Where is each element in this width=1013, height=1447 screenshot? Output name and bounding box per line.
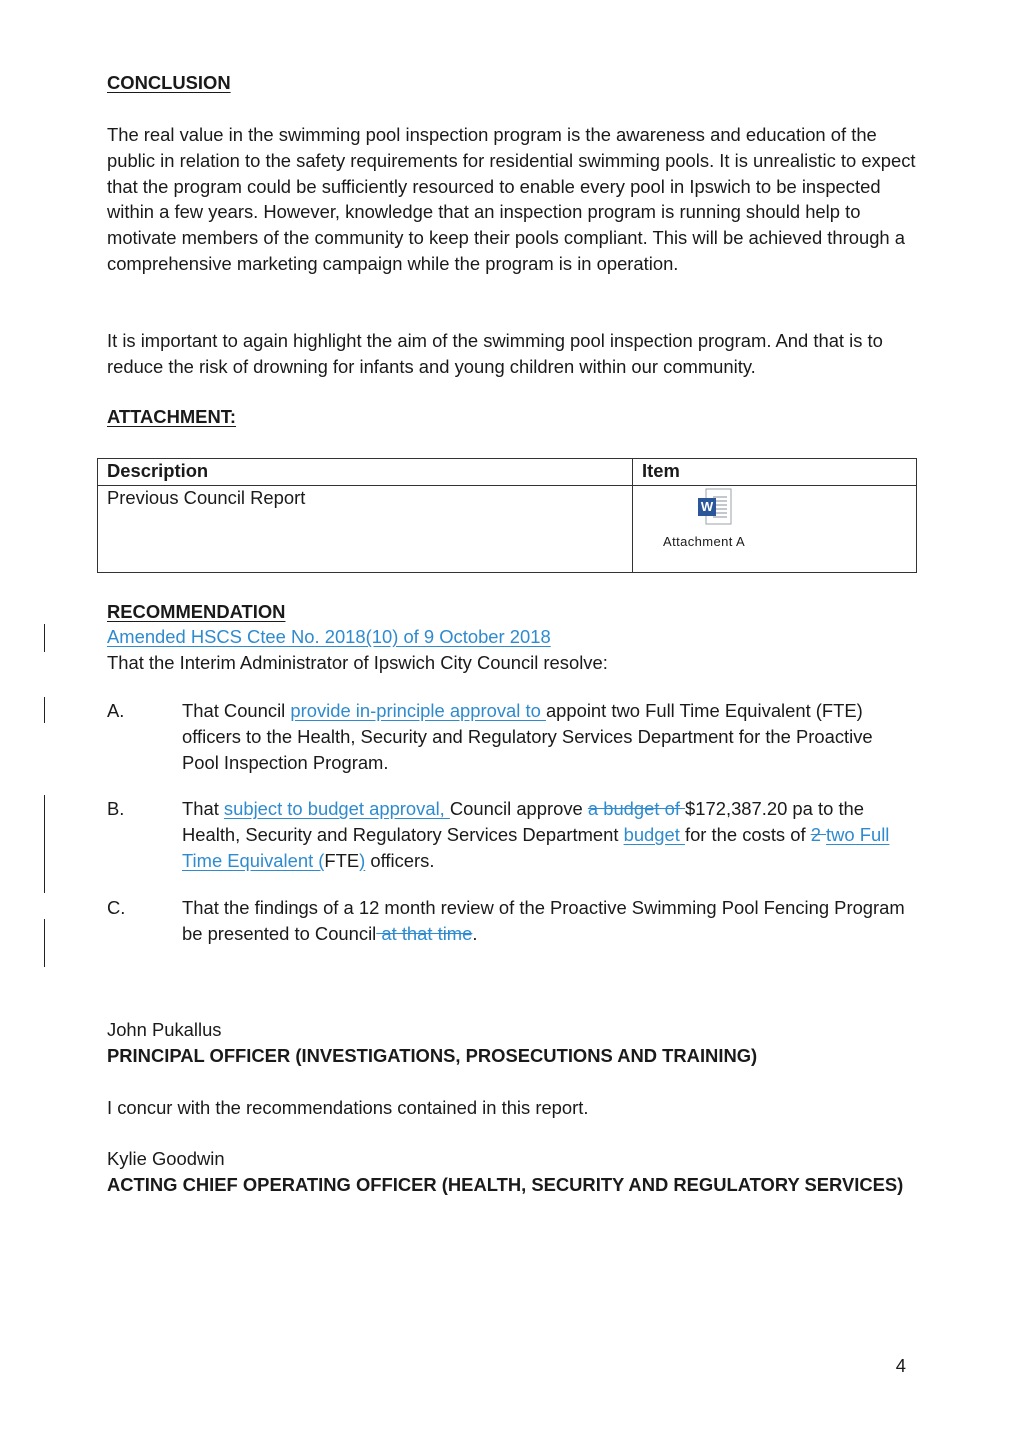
column-header-item: Item — [633, 459, 917, 486]
table-row — [98, 486, 917, 573]
text-run: That the findings of a 12 month review of the Proactive Swimming Pool Fencing Program be presented to Council — [182, 897, 905, 944]
signatory-name-2: Kylie Goodwin — [107, 1148, 225, 1169]
change-bar — [44, 697, 45, 723]
item-text — [182, 698, 910, 775]
item-letter: A. — [107, 700, 125, 721]
attachment-caption[interactable]: Attachment A — [663, 534, 746, 549]
deleted-text: at that time — [376, 922, 473, 944]
column-header-description: Description — [98, 459, 633, 486]
change-bar — [44, 795, 45, 893]
text-run: officers. — [365, 849, 435, 871]
inserted-text: ) — [359, 849, 366, 871]
change-bar — [44, 919, 45, 967]
attachment-table — [97, 458, 917, 573]
text-run: for the costs of — [684, 823, 811, 845]
recommendation-intro: That the Interim Administrator of Ipswich City Council resolve: — [107, 652, 608, 673]
signatory-title-2: ACTING CHIEF OPERATING OFFICER (HEALTH, SECURITY AND REGULATORY SERVICES) — [107, 1174, 904, 1195]
deleted-text: 2 — [810, 823, 827, 845]
conclusion-heading: CONCLUSION — [107, 72, 231, 93]
word-icon-letter: W — [700, 499, 714, 514]
change-bar — [44, 624, 45, 652]
text-run: . — [472, 922, 478, 944]
attachment-table-header — [98, 459, 917, 486]
text-run: That Council — [182, 700, 291, 721]
text-run: That — [182, 798, 224, 819]
item-letter: C. — [107, 897, 126, 918]
inserted-text: two Full Time Equivalent ( — [182, 823, 890, 871]
conclusion-paragraph-2: It is important to again highlight the aim of the swimming pool inspection program. And that is to reduce the risk of drowning for infants and young children within our community. — [107, 330, 883, 377]
signatory-name-1: John Pukallus — [107, 1019, 222, 1040]
signatory-title-1: PRINCIPAL OFFICER (INVESTIGATIONS, PROSECUTIONS AND TRAINING) — [107, 1045, 758, 1066]
page-number: 4 — [895, 1355, 906, 1376]
item-text — [182, 895, 910, 947]
item-letter: B. — [107, 798, 125, 819]
word-document-icon[interactable] — [696, 488, 736, 528]
text-run: Council approve — [449, 798, 588, 819]
inserted-text: budget — [623, 823, 685, 845]
attachment-heading: ATTACHMENT: — [107, 406, 237, 427]
deleted-text: a budget of — [587, 798, 686, 819]
attachment-description-cell: Previous Council Report — [98, 486, 633, 573]
concur-statement: I concur with the recommendations contained in this report. — [107, 1097, 589, 1118]
item-text — [182, 796, 910, 873]
text-run: $172,387.20 pa to the Health, Security and Regulatory Services Department — [182, 798, 865, 845]
inserted-text: subject to budget approval, — [223, 798, 450, 819]
amended-line: Amended HSCS Ctee No. 2018(10) of 9 October 2018 — [107, 626, 551, 647]
inserted-text: provide in-principle approval to — [290, 700, 546, 721]
text-run: FTE — [324, 849, 360, 871]
text-run: appoint two Full Time Equivalent (FTE) officers to the Health, Security and Regulatory Services Department for the Proactive Pool Inspection Program. — [182, 700, 873, 773]
recommendation-heading: RECOMMENDATION — [107, 601, 286, 622]
conclusion-paragraph-1: The real value in the swimming pool inspection program is the awareness and education of the public in relation to the safety requirements for residential swimming pools. It is unrealistic to expect that the program could be sufficiently resourced to enable every pool in Ipswich to be inspected within a few years. However, knowledge that an inspection program is running should help to motivate members of the community to keep their pools compliant. This will be achieved through a comprehensive marketing campaign while the program is in operation. — [107, 124, 916, 274]
attachment-item-cell — [633, 486, 917, 573]
